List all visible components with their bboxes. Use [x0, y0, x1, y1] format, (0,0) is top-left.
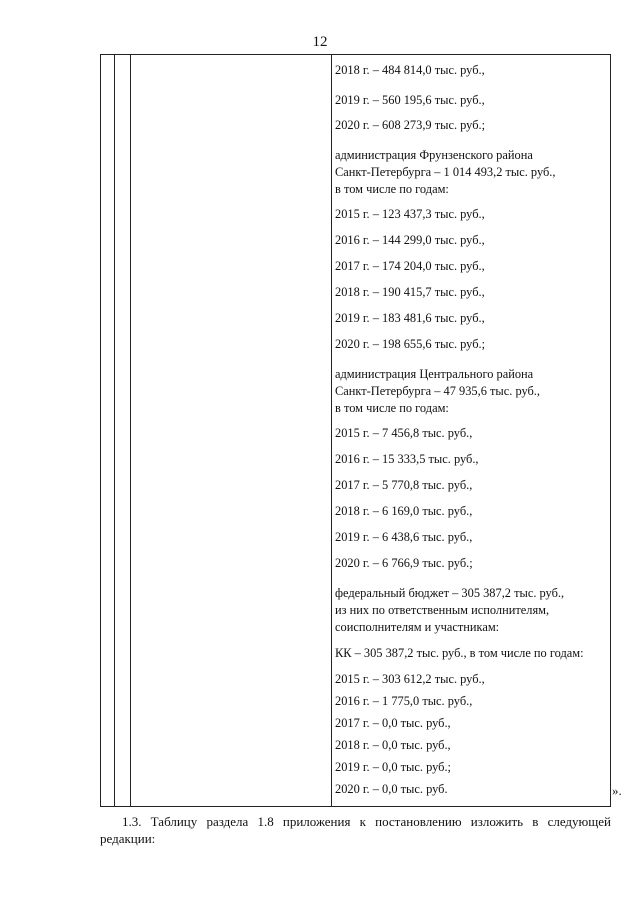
table-column-divider [114, 54, 115, 807]
funding-line: 2015 г. – 303 612,2 тыс. руб., [335, 672, 485, 686]
funding-line: 2017 г. – 5 770,8 тыс. руб., [335, 478, 473, 492]
footer-line-2: редакции: [100, 831, 156, 846]
funding-line: администрация Фрунзенского района [335, 148, 533, 162]
funding-line: 2020 г. – 198 655,6 тыс. руб.; [335, 337, 486, 351]
funding-line: 2018 г. – 484 814,0 тыс. руб., [335, 63, 485, 77]
funding-line: 2019 г. – 6 438,6 тыс. руб., [335, 530, 473, 544]
table-column-divider [331, 54, 332, 807]
funding-line: 2015 г. – 7 456,8 тыс. руб., [335, 426, 473, 440]
funding-line: 2019 г. – 183 481,6 тыс. руб., [335, 311, 485, 325]
funding-line: 2015 г. – 123 437,3 тыс. руб., [335, 207, 485, 221]
funding-line: 2016 г. – 144 299,0 тыс. руб., [335, 233, 485, 247]
funding-line: 2020 г. – 608 273,9 тыс. руб.; [335, 118, 486, 132]
footer-paragraph [100, 813, 611, 847]
funding-line: 2018 г. – 0,0 тыс. руб., [335, 738, 451, 752]
table-column-divider [130, 54, 131, 807]
funding-line: Санкт-Петербурга – 1 014 493,2 тыс. руб., [335, 165, 556, 179]
funding-line: соисполнителям и участникам: [335, 620, 500, 634]
funding-line: из них по ответственным исполнителям, [335, 603, 550, 617]
funding-line: 2019 г. – 0,0 тыс. руб.; [335, 760, 451, 774]
funding-line: Санкт-Петербурга – 47 935,6 тыс. руб., [335, 384, 541, 398]
funding-line: 2017 г. – 174 204,0 тыс. руб., [335, 259, 485, 273]
funding-line: 2018 г. – 6 169,0 тыс. руб., [335, 504, 473, 518]
funding-line: 2016 г. – 1 775,0 тыс. руб., [335, 694, 473, 708]
footer-line-1: 1.3. Таблицу раздела 1.8 приложения к постановлению изложить в следующей [122, 814, 611, 829]
funding-line: администрация Центрального района [335, 367, 534, 381]
funding-line: 2020 г. – 0,0 тыс. руб. [335, 782, 448, 796]
funding-line: федеральный бюджет – 305 387,2 тыс. руб., [335, 586, 565, 600]
closing-quote: ». [612, 783, 622, 798]
funding-line: 2020 г. – 6 766,9 тыс. руб.; [335, 556, 473, 570]
funding-line: в том числе по годам: [335, 401, 449, 415]
funding-line: 2016 г. – 15 333,5 тыс. руб., [335, 452, 479, 466]
funding-line: 2017 г. – 0,0 тыс. руб., [335, 716, 451, 730]
page-number: 12 [312, 34, 328, 50]
funding-line: в том числе по годам: [335, 182, 449, 196]
funding-line: 2019 г. – 560 195,6 тыс. руб., [335, 93, 485, 107]
funding-line: 2018 г. – 190 415,7 тыс. руб., [335, 285, 485, 299]
funding-line: КК – 305 387,2 тыс. руб., в том числе по годам: [335, 646, 584, 660]
